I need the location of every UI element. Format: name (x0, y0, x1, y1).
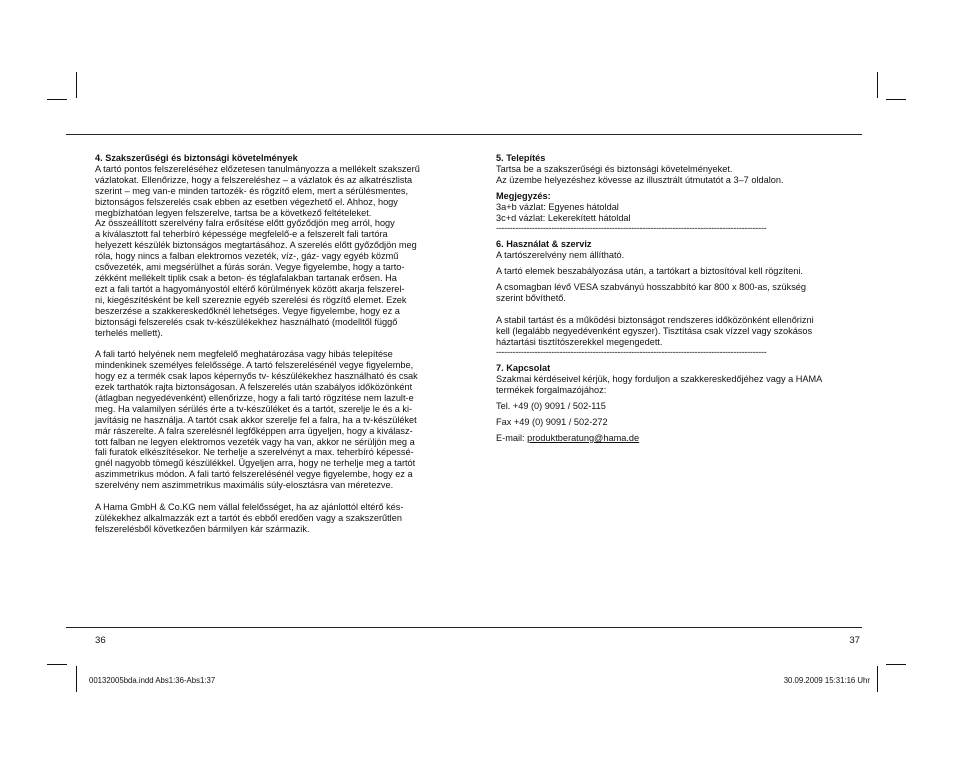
note-heading: Megjegyzés: (496, 190, 551, 201)
section-5-heading: 5. Telepítés (496, 153, 546, 163)
crop-mark-top-left-horizontal (47, 99, 67, 100)
page-number-left: 36 (95, 635, 106, 646)
crop-mark-bottom-right-horizontal (886, 664, 906, 665)
page-number-right: 37 (849, 635, 860, 646)
contact-email-line (496, 433, 848, 444)
email-link[interactable]: produktberatung@hama.de (527, 432, 640, 443)
section-6-paragraph-3: A csomagban lévő VESA szabványú hosszabbító kar 800 x 800-as, szükség szerint bővíthető. (496, 282, 807, 303)
section-4-paragraph-3: A Hama GmbH & Co.KG nem vállal felelősséget, ha az ajánlottól eltérő kés- zülékekhez alkalmazzák ezt a tartót és ebből eredően vagy a szakszerűtlen felszerelésből következően bármilyen kár származik. (95, 501, 404, 534)
slug-timestamp: 30.09.2009 15:31:16 Uhr (783, 676, 870, 685)
crop-mark-top-right-vertical (877, 72, 878, 98)
spacer (496, 304, 848, 315)
crop-mark-bottom-left-vertical (76, 666, 77, 692)
left-column (95, 153, 473, 535)
section-6-heading: 6. Használat & szerviz (496, 239, 592, 250)
right-column (496, 153, 848, 444)
crop-mark-bottom-right-vertical (877, 666, 878, 692)
crop-mark-top-right-horizontal (886, 99, 906, 100)
note-text: 3a+b vázlat: Egyenes hátoldal 3c+d vázlat: Lekerekített hátoldal (496, 201, 631, 223)
section-divider: -------------------------------------------------------------------------------------------------- (496, 347, 767, 358)
contact-phone: Tel. +49 (0) 9091 / 502-115 (496, 401, 606, 412)
contact-fax: Fax +49 (0) 9091 / 502-272 (496, 417, 608, 428)
section-divider: -------------------------------------------------------------------------------------------------- (496, 223, 767, 234)
section-4-paragraph-1: A tartó pontos felszereléséhez előzetesen tanulmányozza a mellékelt szakszerű vázlatokat. Ellenőrizze, hogy a felszereléshez – a vázlatok és az alkatrészlista szerint – meg van-e minden tartozék- és rögzítő elem, mert a sérülésmentes, biztonságos felszerelés csak ebben az esetben végezhető el. Ahhoz, hogy megbízhatóan legyen felszerelve, tartsa be a következő feltételeket. Az összeállított szerelvény falra erősítése előtt győződjön meg arról, hogy a kiválasztott fal teherbíró képessége megfelelő-e a felszerelt fali tartóra helyezett készülék biztonságos megtartásához. A szerelés előtt győződjön meg róla, hogy nincs a falban elektromos vezeték, víz-, gáz- vagy egyéb közmű csővezeték, ami megsérülhet a fúrás során. Vegye figyelembe, hogy a tarto- zékként mellékelt tiplik csak a beton- és téglafalakban tartanak erősen. Ha ezt a fali tartót a hagyományostól eltérő körülmények között akarja felszerel- ni, kiegészítésként be kell szereznie egyéb szerelési és rögzítő elemet. Ezek beszerzése a szakkereskedőknél lehetséges. Vegye figyelembe, hogy ez a biztonsági felszerelés csak tv-készülékekhez használható (modelltől függő terhelés mellett). (95, 163, 420, 338)
spacer (95, 338, 473, 349)
email-label: E-mail: (496, 432, 528, 443)
section-6-paragraph-1: A tartószerelvény nem állítható. (496, 250, 625, 261)
section-7-heading: 7. Kapcsolat (496, 363, 551, 374)
slug-file-info: 00132005bda.indd Abs1:36-Abs1:37 (89, 676, 216, 685)
section-6-paragraph-2: A tartó elemek beszabályozása után, a tartókart a biztosítóval kell rögzíteni. (496, 266, 803, 277)
section-6-paragraph-4: A stabil tartást és a működési biztonságot rendszeres időközönként ellenőrizni kell (legalább negyedévenként egyszer). Tisztítása csak vízzel vagy szokásos háztartási tisztítószerekkel megengedett. (496, 314, 814, 347)
section-7-paragraph: Szakmai kérdéseivel kérjük, hogy forduljon a szakkereskedőjéhez vagy a HAMA termékek forgalmazójához: (496, 374, 823, 396)
section-4-paragraph-2: A fali tartó helyének nem megfelelő meghatározása vagy hibás telepítése mindenkinek személyes felelőssége. A tartó felszerelésénél vegye figyelembe, hogy ez a termék csak lapos képernyős tv- készülékekhez használható és csak ezek tarthatók rajta biztonságosan. A felszerelés után szabályos időközönként (átlagban negyedévenként) ellenőrizze, hogy a fali tartó rögzítése nem lazult-e meg. Ha valamilyen sérülés érte a tv-készüléket és a tartót, szerelje le és a ki- javításig ne használja. A tartót csak akkor szerelje fel a falra, ha a tv-készüléket már rászerelte. A falra szerelésnél legfőképpen arra ügyeljen, hogy a kiválasz- tott falban ne legyen elektromos vezeték vagy ha van, akkor ne sérüljön meg a fali furatok elkészítésekor. Ne terhelje a szerelvényt a max. teherbíró képessé- gnél nagyobb tömegű készülékkel. Ügyeljen arra, hogy ne terhelje meg a tartót aszimmetrikus módon. A fali tartó felszerelésénél vegye figyelembe, hogy ez a szerelvény nem aszimmetrikus maximális súly-elosztásra van méretezve. (95, 349, 418, 491)
crop-mark-bottom-left-horizontal (47, 664, 67, 665)
top-rule (66, 134, 862, 135)
section-5-text: Tartsa be a szakszerűségi és biztonsági követelményeket. Az üzembe helyezéshez kövesse az illusztrált útmutatót a 3–7 oldalon. (496, 163, 784, 185)
crop-mark-top-left-vertical (76, 72, 77, 98)
bottom-rule (66, 627, 862, 628)
section-4-heading: 4. Szakszerűségi és biztonsági követelmények (95, 153, 298, 163)
spacer (95, 491, 473, 502)
